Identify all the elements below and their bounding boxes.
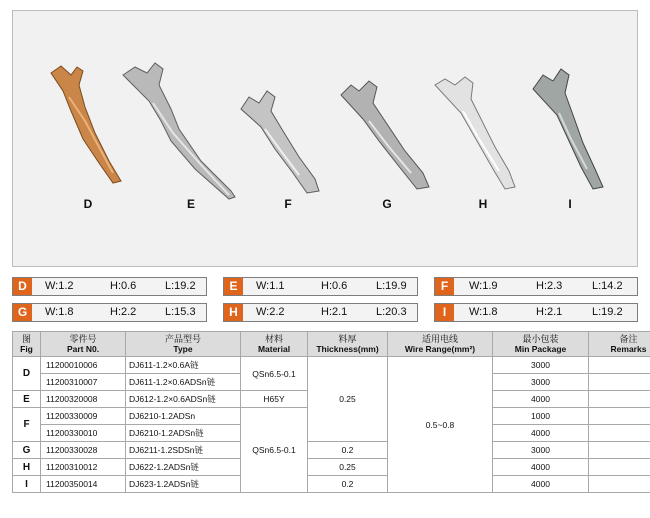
cell-type: DJ611-1.2×0.6A链 [126,357,241,374]
dim-tag: F [435,278,454,295]
cell-fig: F [13,408,41,442]
cell-material: H65Y [241,391,308,408]
dim-box-f [434,277,638,296]
dim-box-e [223,277,418,296]
cell-remarks [589,374,650,391]
cell-thickness: 0.2 [308,476,388,493]
dim-box-g [12,303,207,322]
cell-part-no: 11200310007 [41,374,126,391]
header-fig: 图 Fig [13,332,41,357]
cell-remarks [589,357,650,374]
dim-height: H:0.6 [321,280,348,292]
spec-table [12,331,650,493]
cell-material: QSn6.5-0.1 [241,357,308,391]
cell-remarks [589,459,650,476]
cell-thickness: 0.25 [308,459,388,476]
cell-type: DJ622-1.2ADSn链 [126,459,241,476]
terminal-f-image [241,91,319,193]
cell-thickness: 0.2 [308,442,388,459]
dim-length: L:20.3 [376,306,407,318]
cell-remarks [589,442,650,459]
cell-remarks [589,476,650,493]
cell-package: 3000 [493,357,589,374]
dim-width: W:1.1 [256,280,285,292]
table-row [13,476,650,493]
cell-type: DJ6211-1.2SDSn链 [126,442,241,459]
dim-width: W:1.2 [45,280,74,292]
table-row [13,357,650,374]
terminal-e-image [123,63,235,199]
header-wire-range: 适用电线 Wire Range(mm²) [388,332,493,357]
dim-length: L:19.2 [165,280,196,292]
terminal-illustrations [13,11,639,268]
header-min-package: 最小包装 Min Package [493,332,589,357]
photo-label-d: D [83,197,93,211]
dim-tag: I [435,304,454,321]
header-remarks: 备注 Remarks [589,332,650,357]
dim-width: W:1.8 [469,306,498,318]
cell-part-no: 11200310012 [41,459,126,476]
terminal-i-image [533,69,603,189]
dim-box-i [434,303,638,322]
dim-tag: H [224,304,243,321]
cell-part-no: 11200010006 [41,357,126,374]
header-part-no: 零件号 Part N0. [41,332,126,357]
dim-tag: E [224,278,243,295]
cell-part-no: 11200330010 [41,425,126,442]
cell-type: DJ6210-1.2ADSn [126,408,241,425]
cell-fig: H [13,459,41,476]
cell-package: 4000 [493,476,589,493]
cell-type: DJ612-1.2×0.6ADSn链 [126,391,241,408]
terminal-g-image [341,81,429,189]
table-row [13,442,650,459]
cell-type: DJ611-1.2×0.6ADSn链 [126,374,241,391]
product-photo-panel [12,10,638,267]
cell-fig: E [13,391,41,408]
dim-length: L:19.9 [376,280,407,292]
cell-part-no: 11200330028 [41,442,126,459]
photo-label-h: H [478,197,488,211]
dim-tag: D [13,278,32,295]
cell-type: DJ6210-1.2ADSn链 [126,425,241,442]
cell-package: 1000 [493,408,589,425]
cell-wire-range: 0.5~0.8 [388,357,493,493]
cell-fig: I [13,476,41,493]
cell-part-no: 11200350014 [41,476,126,493]
cell-remarks [589,391,650,408]
cell-part-no: 11200330009 [41,408,126,425]
dim-box-h [223,303,418,322]
cell-package: 4000 [493,425,589,442]
dim-width: W:1.9 [469,280,498,292]
dim-width: W:1.8 [45,306,74,318]
cell-package: 4000 [493,459,589,476]
dim-height: H:2.1 [536,306,563,318]
table-row [13,459,650,476]
dim-length: L:19.2 [592,306,623,318]
dim-length: L:14.2 [592,280,623,292]
cell-remarks [589,425,650,442]
cell-package: 3000 [493,374,589,391]
terminal-h-image [435,77,515,189]
dim-tag: G [13,304,32,321]
cell-material: QSn6.5-0.1 [241,408,308,493]
dim-height: H:2.2 [110,306,137,318]
dim-length: L:15.3 [165,306,196,318]
cell-fig: D [13,357,41,391]
cell-type: DJ623-1.2ADSn链 [126,476,241,493]
cell-fig: G [13,442,41,459]
cell-package: 4000 [493,391,589,408]
photo-label-f: F [284,197,292,211]
table-header-row [13,332,650,357]
photo-label-e: E [186,197,195,211]
cell-thickness: 0.25 [308,357,388,442]
dim-width: W:2.2 [256,306,285,318]
photo-label-i: I [568,197,572,211]
terminal-d-image [51,66,121,183]
header-type: 产品型号 Type [126,332,241,357]
header-thickness: 料厚 Thickness(mm) [308,332,388,357]
cell-package: 3000 [493,442,589,459]
dim-height: H:0.6 [110,280,137,292]
photo-label-g: G [382,197,392,211]
cell-part-no: 11200320008 [41,391,126,408]
dim-height: H:2.1 [321,306,348,318]
header-material: 材料 Material [241,332,308,357]
dim-box-d [12,277,207,296]
cell-remarks [589,408,650,425]
dim-height: H:2.3 [536,280,563,292]
